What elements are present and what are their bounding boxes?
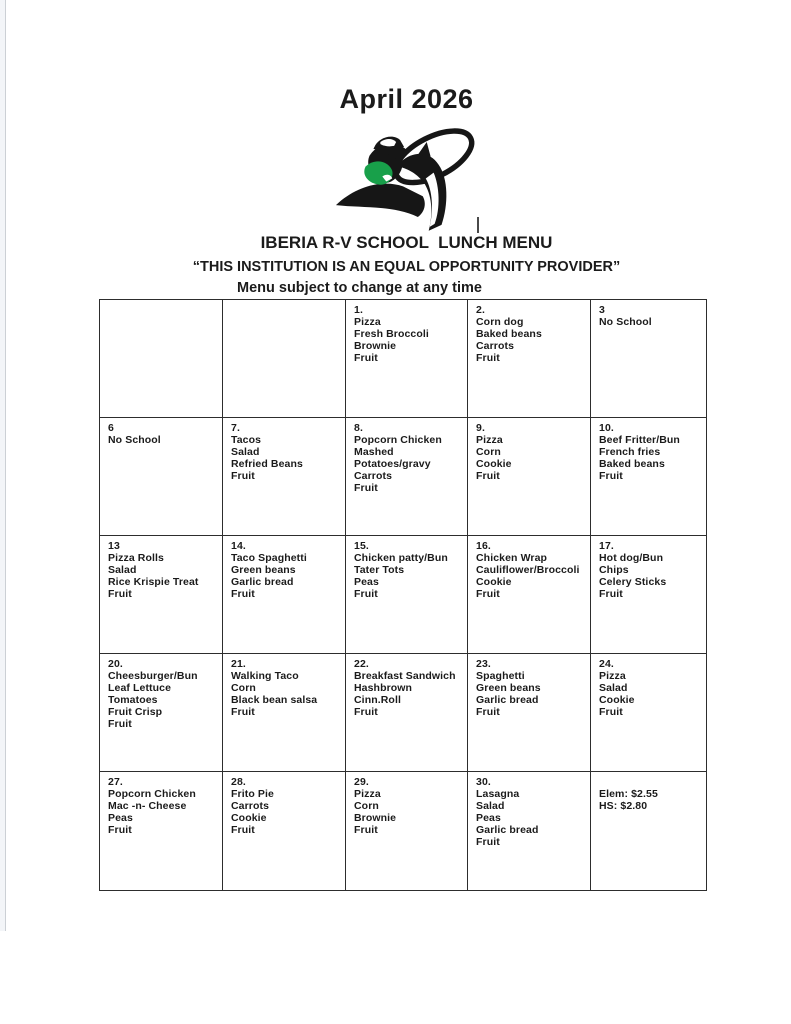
- day-number: 6: [108, 422, 114, 434]
- day-number: 1.: [354, 304, 363, 316]
- menu-cell-empty: [223, 300, 346, 418]
- day-number: 8.: [354, 422, 363, 434]
- menu-item: Fruit: [476, 587, 500, 600]
- menu-item: Fresh Broccoli: [354, 327, 429, 340]
- menu-item: Spaghetti: [476, 669, 525, 682]
- menu-item: Black bean salsa: [231, 693, 318, 706]
- menu-item: Frito Pie: [231, 787, 274, 800]
- day-number: 10.: [599, 422, 614, 434]
- menu-item: Brownie: [354, 811, 397, 824]
- menu-cell-day-17: [591, 536, 706, 654]
- menu-item: Fruit: [599, 469, 623, 482]
- menu-item: Carrots: [354, 469, 393, 482]
- day-number: 2.: [476, 304, 485, 316]
- menu-item: Lasagna: [476, 787, 520, 800]
- menu-item: Beef Fritter/Bun: [599, 433, 680, 446]
- menu-item: Fruit: [599, 587, 623, 600]
- menu-item: Refried Beans: [231, 457, 303, 470]
- menu-cell-day-23: [468, 654, 591, 772]
- menu-cell-day-14: [223, 536, 346, 654]
- prices-cell: [591, 772, 706, 890]
- menu-item: Pizza: [476, 433, 503, 446]
- day-number: 15.: [354, 540, 369, 552]
- menu-cell-day-1: [346, 300, 468, 418]
- menu-item: Salad: [231, 445, 260, 458]
- page-edge-strip: [0, 0, 6, 931]
- menu-item: French fries: [599, 445, 661, 458]
- menu-cell-day-13: [100, 536, 223, 654]
- day-number: 13: [108, 540, 120, 552]
- menu-item: Corn: [354, 799, 379, 812]
- menu-item: Green beans: [231, 563, 296, 576]
- menu-item: Chicken patty/Bun: [354, 551, 448, 564]
- menu-item: Popcorn Chicken: [108, 787, 196, 800]
- menu-item: No School: [599, 315, 652, 328]
- menu-item: Fruit: [231, 823, 255, 836]
- price-line: Elem: $2.55: [599, 787, 658, 800]
- menu-item: Corn: [476, 445, 501, 458]
- menu-cell-day-7: [223, 418, 346, 536]
- menu-item: Fruit: [599, 705, 623, 718]
- menu-item: Fruit Crisp: [108, 705, 163, 718]
- menu-change-note: Menu subject to change at any time: [237, 280, 482, 296]
- menu-item: Garlic bread: [476, 693, 539, 706]
- day-number: [231, 305, 342, 317]
- day-number: 28.: [231, 776, 246, 788]
- menu-item: Salad: [476, 799, 505, 812]
- menu-item: Corn: [231, 681, 256, 694]
- menu-item: Cookie: [599, 693, 635, 706]
- menu-item: Garlic bread: [476, 823, 539, 836]
- menu-item: Hot dog/Bun: [599, 551, 664, 564]
- menu-cell-day-15: [346, 536, 468, 654]
- menu-item: Fruit: [231, 705, 255, 718]
- menu-item: Rice Krispie Treat: [108, 575, 199, 588]
- menu-item: Tacos: [231, 433, 262, 446]
- menu-item: Mashed: [354, 445, 394, 458]
- menu-item: Popcorn Chicken: [354, 433, 442, 446]
- menu-item: Fruit: [108, 587, 132, 600]
- menu-item: Mac -n- Cheese: [108, 799, 187, 812]
- menu-cell-day-27: [100, 772, 223, 890]
- menu-item: Fruit: [231, 587, 255, 600]
- day-number: 20.: [108, 658, 123, 670]
- menu-cell-day-10: [591, 418, 706, 536]
- menu-item: Fruit: [476, 705, 500, 718]
- menu-item: Cookie: [476, 575, 512, 588]
- day-number: 27.: [108, 776, 123, 788]
- menu-item: Baked beans: [599, 457, 665, 470]
- day-number: 16.: [476, 540, 491, 552]
- menu-item: Fruit: [231, 469, 255, 482]
- menu-item: No School: [108, 433, 161, 446]
- menu-item: Chicken Wrap: [476, 551, 548, 564]
- menu-item: Fruit: [476, 469, 500, 482]
- menu-item: Pizza Rolls: [108, 551, 164, 564]
- menu-item: Chips: [599, 563, 629, 576]
- menu-item: Salad: [599, 681, 628, 694]
- menu-item: Cinn.Roll: [354, 693, 401, 706]
- menu-item: Potatoes/gravy: [354, 457, 431, 470]
- menu-item: Fruit: [108, 717, 132, 730]
- page-title: April 2026: [339, 84, 474, 114]
- menu-item: Cookie: [231, 811, 267, 824]
- menu-cell-day-16: [468, 536, 591, 654]
- menu-item: Walking Taco: [231, 669, 299, 682]
- menu-item: Peas: [108, 811, 133, 824]
- menu-item: Fruit: [354, 351, 378, 364]
- menu-cell-day-9: [468, 418, 591, 536]
- menu-cell-day-24: [591, 654, 706, 772]
- menu-item: Peas: [354, 575, 379, 588]
- lunch-menu-calendar: [99, 299, 707, 891]
- menu-cell-day-28: [223, 772, 346, 890]
- day-number: 23.: [476, 658, 491, 670]
- menu-item: Pizza: [599, 669, 626, 682]
- menu-cell-day-29: [346, 772, 468, 890]
- menu-item: Fruit: [354, 587, 378, 600]
- menu-item: Leaf Lettuce: [108, 681, 172, 694]
- day-number: 30.: [476, 776, 491, 788]
- menu-item: Corn dog: [476, 315, 524, 328]
- menu-item: Hashbrown: [354, 681, 413, 694]
- menu-item: Carrots: [476, 339, 515, 352]
- menu-item: Peas: [476, 811, 501, 824]
- menu-cell-empty: [100, 300, 223, 418]
- menu-item: Cheesburger/Bun: [108, 669, 198, 682]
- menu-cell-day-20: [100, 654, 223, 772]
- menu-item: Fruit: [354, 705, 378, 718]
- school-mascot-logo: [331, 121, 481, 237]
- day-number: 17.: [599, 540, 614, 552]
- price-line: HS: $2.80: [599, 799, 648, 812]
- menu-item: Garlic bread: [231, 575, 294, 588]
- menu-item: Fruit: [476, 351, 500, 364]
- cowboy-horse-lasso-icon: [331, 121, 481, 235]
- day-number: 24.: [599, 658, 614, 670]
- school-name-line: IBERIA R-V SCHOOL LUNCH MENU: [260, 233, 553, 252]
- day-number: 9.: [476, 422, 485, 434]
- provider-statement: “THIS INSTITUTION IS AN EQUAL OPPORTUNITY PROVIDER”: [192, 259, 621, 275]
- menu-item: Pizza: [354, 787, 381, 800]
- day-number: 14.: [231, 540, 246, 552]
- menu-item: Cookie: [476, 457, 512, 470]
- menu-cell-day-2: [468, 300, 591, 418]
- menu-item: Taco Spaghetti: [231, 551, 307, 564]
- menu-item: Fruit: [354, 481, 378, 494]
- stray-mark: [477, 217, 479, 233]
- menu-cell-day-8: [346, 418, 468, 536]
- menu-item: Breakfast Sandwich: [354, 669, 456, 682]
- day-number: 3: [599, 304, 605, 316]
- menu-item: Carrots: [231, 799, 270, 812]
- menu-item: Tater Tots: [354, 563, 405, 576]
- menu-item: Pizza: [354, 315, 381, 328]
- day-number: 22.: [354, 658, 369, 670]
- menu-cell-day-3: [591, 300, 706, 418]
- menu-item: Fruit: [354, 823, 378, 836]
- menu-cell-day-30: [468, 772, 591, 890]
- menu-item: Brownie: [354, 339, 397, 352]
- menu-item: Cauliflower/Broccoli: [476, 563, 580, 576]
- menu-cell-day-21: [223, 654, 346, 772]
- menu-item: Green beans: [476, 681, 541, 694]
- menu-cell-day-6: [100, 418, 223, 536]
- day-number: 29.: [354, 776, 369, 788]
- menu-item: Fruit: [108, 823, 132, 836]
- menu-cell-day-22: [346, 654, 468, 772]
- day-number: [108, 305, 219, 317]
- menu-item: Salad: [108, 563, 137, 576]
- menu-item: Tomatoes: [108, 693, 158, 706]
- menu-item: Celery Sticks: [599, 575, 667, 588]
- menu-item: Fruit: [476, 835, 500, 848]
- menu-item: Baked beans: [476, 327, 542, 340]
- day-number: 7.: [231, 422, 240, 434]
- day-number: 21.: [231, 658, 246, 670]
